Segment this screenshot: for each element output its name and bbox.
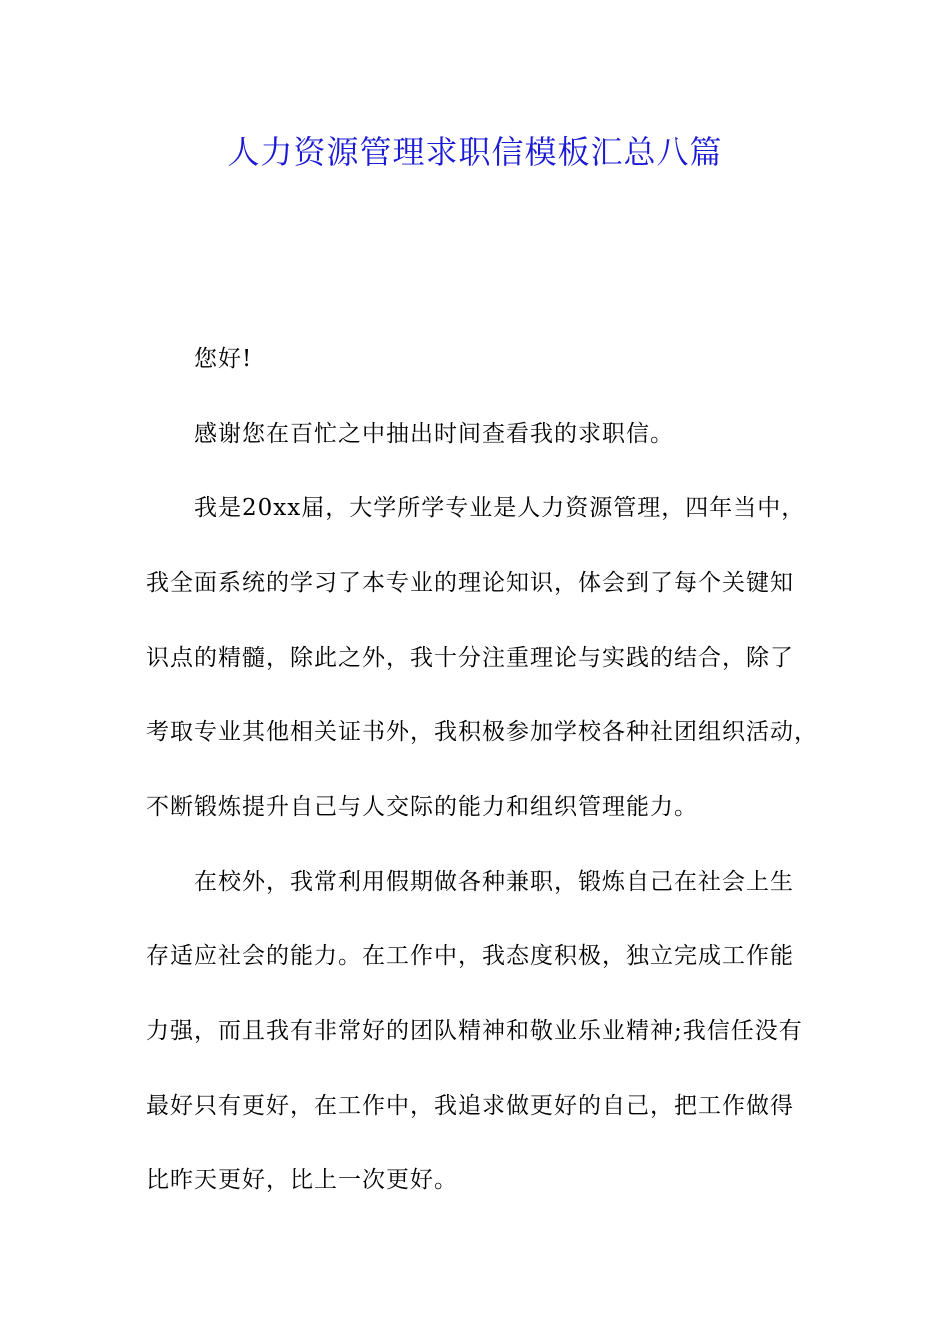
body-line: 考取专业其他相关证书外，我积极参加学校各种社团组织活动， (146, 719, 818, 745)
body-line: 在校外，我常利用假期做各种兼职，锻炼自己在社会上生 (194, 869, 794, 895)
body-line: 力强，而且我有非常好的团队精神和敬业乐业精神;我信任没有 (146, 1018, 803, 1044)
body-line: 最好只有更好，在工作中，我追求做更好的自己，把工作做得 (146, 1093, 794, 1119)
body-line: 感谢您在百忙之中抽出时间查看我的求职信。 (194, 421, 674, 447)
body-line: 不断锻炼提升自己与人交际的能力和组织管理能力。 (146, 794, 698, 820)
body-line: 比昨天更好，比上一次更好。 (146, 1167, 458, 1193)
body-line: 存适应社会的能力。在工作中，我态度积极，独立完成工作能 (146, 943, 794, 969)
body-line: 我是20xx届，大学所学专业是人力资源管理，四年当中， (194, 495, 806, 521)
body-line: 我全面系统的学习了本专业的理论知识，体会到了每个关键知 (146, 570, 794, 596)
greeting-line: 您好! (194, 346, 253, 372)
body-line: 识点的精髓，除此之外，我十分注重理论与实践的结合，除了 (146, 645, 794, 671)
document-title: 人力资源管理求职信模板汇总八篇 (227, 133, 723, 171)
